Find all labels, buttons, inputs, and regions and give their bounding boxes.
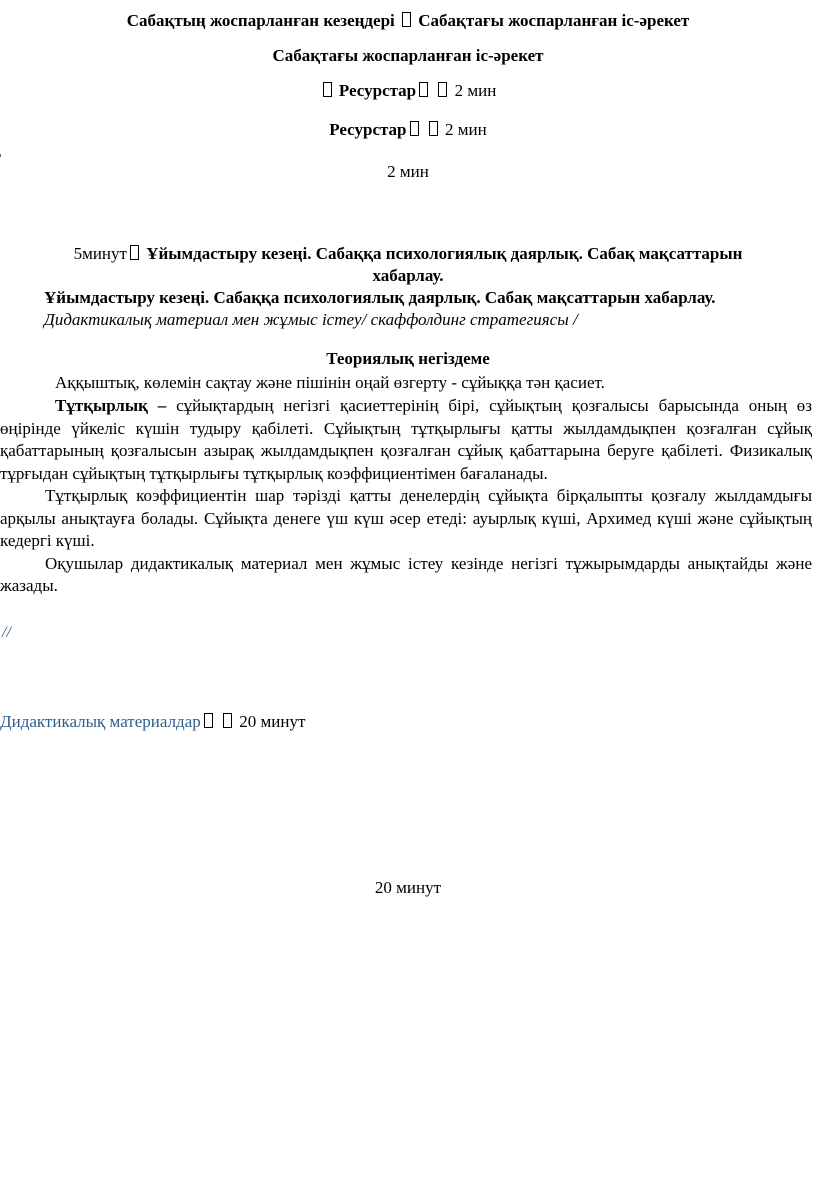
bottom-time: 20 минут: [374, 878, 442, 897]
didactic-time: 20 минут: [239, 712, 306, 731]
method-note: Дидактикалық материал мен жұмыс істеу/ скаффолдинг стратегиясы /: [44, 310, 578, 329]
mark-glyph: //: [2, 624, 11, 641]
missing-glyph-icon: [402, 12, 411, 27]
missing-glyph-icon: [410, 121, 419, 136]
paragraph-2-text: сұйықтардың негізгі қасиеттерінің бірі, сұйықтың қозғалысы барысында оның өз өңірінде үйкеліс күшін тудыру қабілеті. Сұйықтың тұтқырлығы қатты жылдамдықпен қозғалған сұйық қабаттарының қозғалысын азырақ жылдамдықпен қозғалған сұйық қабаттарына беруге қабілеті. Физикалық тұрғыдан сұйықтың тұтқырлығы тұтқырлық коэффициентімен бағаланады.: [0, 396, 812, 483]
resources-time: 2 мин: [445, 120, 487, 139]
heading-activity: Сабақтағы жоспарланған іс-әрекет: [272, 46, 544, 65]
paragraph-3: Тұтқырлық коэффициентін шар тәрізді қатты денелердің сұйықта бірқалыпты қозғалу жылдамдығы арқылы анықтауға болады. Сұйықта денеге үш күш әсер етеді: ауырлық күші, Архимед күші және сұйықтың кедергі күші.: [0, 486, 812, 550]
paragraph-4: Оқушылар дидактикалық материал мен жұмыс істеу кезінде негізгі тұжырымдарды анықтайды және жазады.: [0, 553, 812, 595]
body-text: [0, 395, 812, 598]
resources-label: Ресурстар: [329, 120, 407, 139]
stage-title-repeat: Ұйымдастыру кезеңі. Сабаққа психологиялық даярлық. Сабақ мақсаттарын хабарлау.: [44, 288, 716, 307]
missing-glyph-icon: [419, 82, 428, 97]
missing-glyph-icon: [223, 713, 232, 728]
didactic-materials-line: [0, 711, 305, 733]
time-line: 2 мин: [387, 162, 429, 181]
theory-heading: Теориялық негіздеме: [326, 349, 490, 368]
resources-line-1: [0, 80, 816, 102]
missing-glyph-icon: [323, 82, 332, 97]
stage-title-line2: хабарлау.: [372, 266, 444, 285]
resources-label: Ресурстар: [338, 81, 417, 100]
missing-glyph-icon: [204, 713, 213, 728]
resources-line-2: [0, 119, 816, 141]
stage-title: Ұйымдастыру кезеңі. Сабаққа психологиялық даярлық. Сабақ мақсаттарын: [146, 244, 743, 263]
missing-glyph-icon: [429, 121, 438, 136]
heading-right-text: Сабақтағы жоспарланған іс-әрекет: [418, 11, 690, 30]
missing-glyph-icon: [130, 245, 139, 260]
missing-glyph-icon: [438, 82, 447, 97]
heading-stages: [0, 10, 816, 32]
stage-time: 5минут: [73, 244, 127, 263]
stage-title-line1: [0, 243, 816, 265]
paragraph-1: Аққыштық, көлемін сақтау және пішінін оңай өзгерту - сұйыққа тән қасиет.: [55, 373, 605, 392]
term-bold: Тұтқырлық –: [55, 396, 167, 415]
heading-left-text: Сабақтың жоспарланған кезеңдері: [126, 11, 395, 30]
didactic-materials-link[interactable]: Дидактикалық материалдар: [0, 712, 201, 731]
paragraph-2: [0, 395, 812, 485]
margin-mark: [0, 154, 1, 157]
resources-time: 2 мин: [454, 81, 497, 100]
